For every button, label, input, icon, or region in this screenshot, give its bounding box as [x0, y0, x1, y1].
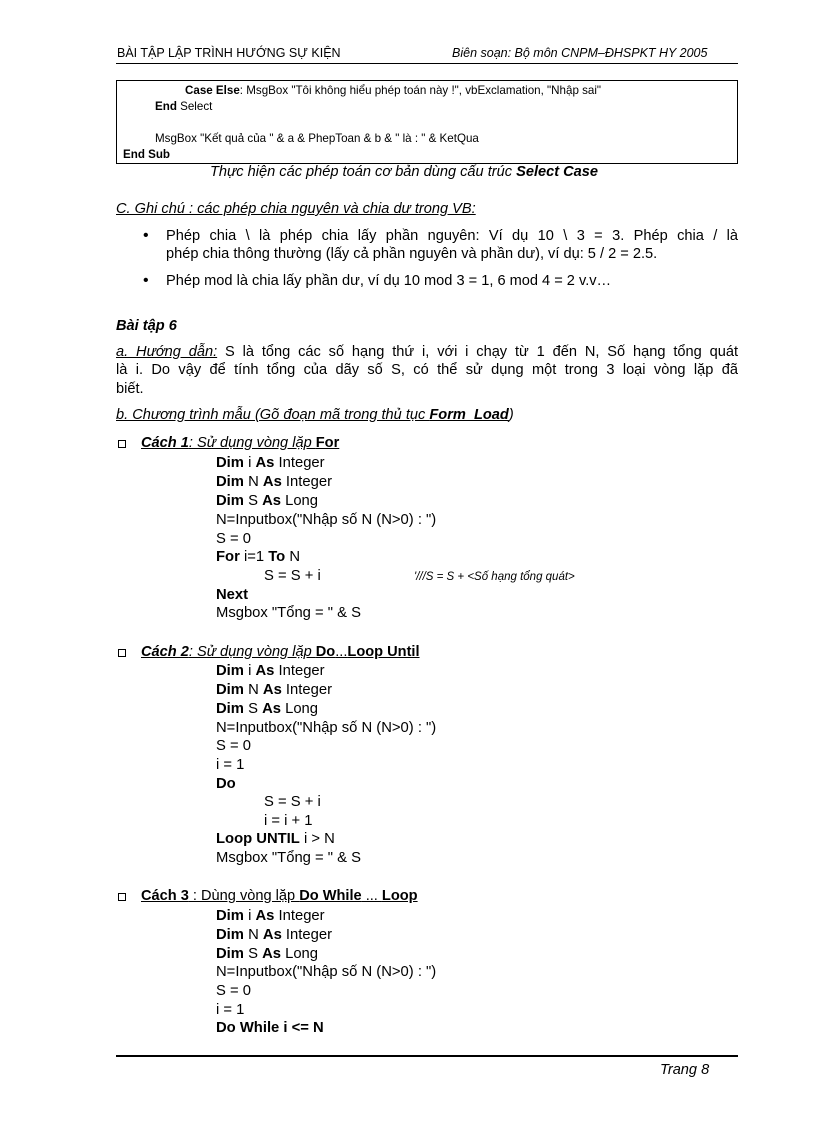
- way1-s0: S = 0: [216, 531, 251, 547]
- way2-dim-s: Dim S As Long: [216, 701, 319, 717]
- way1-body: S = S + i: [264, 568, 321, 584]
- way2-until: Loop UNTIL i > N: [216, 831, 335, 847]
- page-number: Trang 8: [660, 1062, 710, 1078]
- way3-dim-s: Dim S As Long: [216, 946, 319, 962]
- bullet1-line1: Phép chia \ là phép chia lấy phần nguyên: Ví dụ 10 \ 3 = 3. Phép chia / là: [166, 228, 738, 244]
- checkbox-icon: [118, 440, 126, 448]
- way2-body1: S = S + i: [264, 794, 321, 810]
- way2-heading: Cách 2: Sử dụng vòng lặp Do...Loop Until: [141, 644, 420, 660]
- header-rule: [116, 63, 738, 64]
- way1-for: For i=1 To N: [216, 549, 301, 565]
- way2-msgbox: Msgbox "Tổng = " & S: [216, 850, 361, 866]
- guide-line2: là i. Do vậy để tính tổng của dãy số S, có thể sử dụng một trong 3 loại vòng lặp đã: [116, 362, 738, 378]
- way2-dim-n: Dim N As Integer: [216, 682, 332, 698]
- checkbox-icon: [118, 649, 126, 657]
- way2-input: N=Inputbox("Nhập số N (N>0) : "): [216, 720, 437, 736]
- way3-input: N=Inputbox("Nhập số N (N>0) : "): [216, 964, 437, 980]
- bullet-icon: •: [143, 272, 149, 289]
- way1-msgbox: Msgbox "Tổng = " & S: [216, 605, 361, 621]
- way3-s0: S = 0: [216, 983, 251, 999]
- way2-dim-i: Dim i As Integer: [216, 663, 325, 679]
- footer-rule: [116, 1055, 738, 1057]
- way1-comment: '///S = S + <Số hạng tổng quát>: [414, 571, 575, 583]
- way2-body2: i = i + 1: [264, 813, 313, 829]
- bullet1-line2: phép chia thông thường (lấy cả phần nguyên và phần dư), ví dụ: 5 / 2 = 2.5.: [166, 246, 658, 262]
- way1-input: N=Inputbox("Nhập số N (N>0) : "): [216, 512, 437, 528]
- figure-caption: Thực hiện các phép toán cơ bản dùng cấu trúc Select Case: [210, 164, 599, 180]
- way2-i1: i = 1: [216, 757, 245, 773]
- way1-dim-s: Dim S As Long: [216, 493, 319, 509]
- guide-line3: biết.: [116, 381, 144, 397]
- bullet-icon: •: [143, 227, 149, 244]
- header-author: Biên soạn: Bộ môn CNPM–ĐHSPKT HY 2005: [452, 46, 708, 60]
- code-line-end-sub: End Sub: [123, 148, 171, 161]
- code-line-case-else: Case Else: MsgBox "Tôi không hiểu phép toán này !", vbExclamation, "Nhập sai": [185, 84, 602, 97]
- way1-dim-n: Dim N As Integer: [216, 474, 332, 490]
- code-box: [116, 80, 738, 164]
- way3-do-while: Do While i <= N: [216, 1020, 324, 1036]
- way3-i1: i = 1: [216, 1002, 245, 1018]
- way2-do: Do: [216, 776, 236, 792]
- sample-heading: b. Chương trình mẫu (Gõ đoạn mã trong thủ tục Form_Load): [116, 407, 514, 423]
- way3-heading: Cách 3 : Dùng vòng lặp Do While ... Loop: [141, 888, 418, 904]
- section-c-title: C. Ghi chú : các phép chia nguyên và chia dư trong VB:: [116, 201, 476, 217]
- exercise-title: Bài tập 6: [116, 318, 177, 334]
- way1-heading: Cách 1: Sử dụng vòng lặp For: [141, 435, 340, 451]
- way3-dim-n: Dim N As Integer: [216, 927, 332, 943]
- bullet2: Phép mod là chia lấy phần dư, ví dụ 10 mod 3 = 1, 6 mod 4 = 2 v.v…: [166, 273, 612, 289]
- code-line-end-select: End Select: [155, 100, 213, 113]
- guide-line1: a. Hướng dẫn: S là tổng các số hạng thứ i, với i chạy từ 1 đến N, Số hạng tổng quát: [116, 344, 738, 360]
- way3-dim-i: Dim i As Integer: [216, 908, 325, 924]
- checkbox-icon: [118, 893, 126, 901]
- header-title: BÀI TẬP LẬP TRÌNH HƯỚNG SỰ KIỆN: [117, 46, 341, 60]
- code-line-msgbox: MsgBox "Kết quả của " & a & PhepToan & b & " là : " & KetQua: [155, 132, 479, 145]
- way1-dim-i: Dim i As Integer: [216, 455, 325, 471]
- way2-s0: S = 0: [216, 738, 251, 754]
- way1-next: Next: [216, 587, 249, 603]
